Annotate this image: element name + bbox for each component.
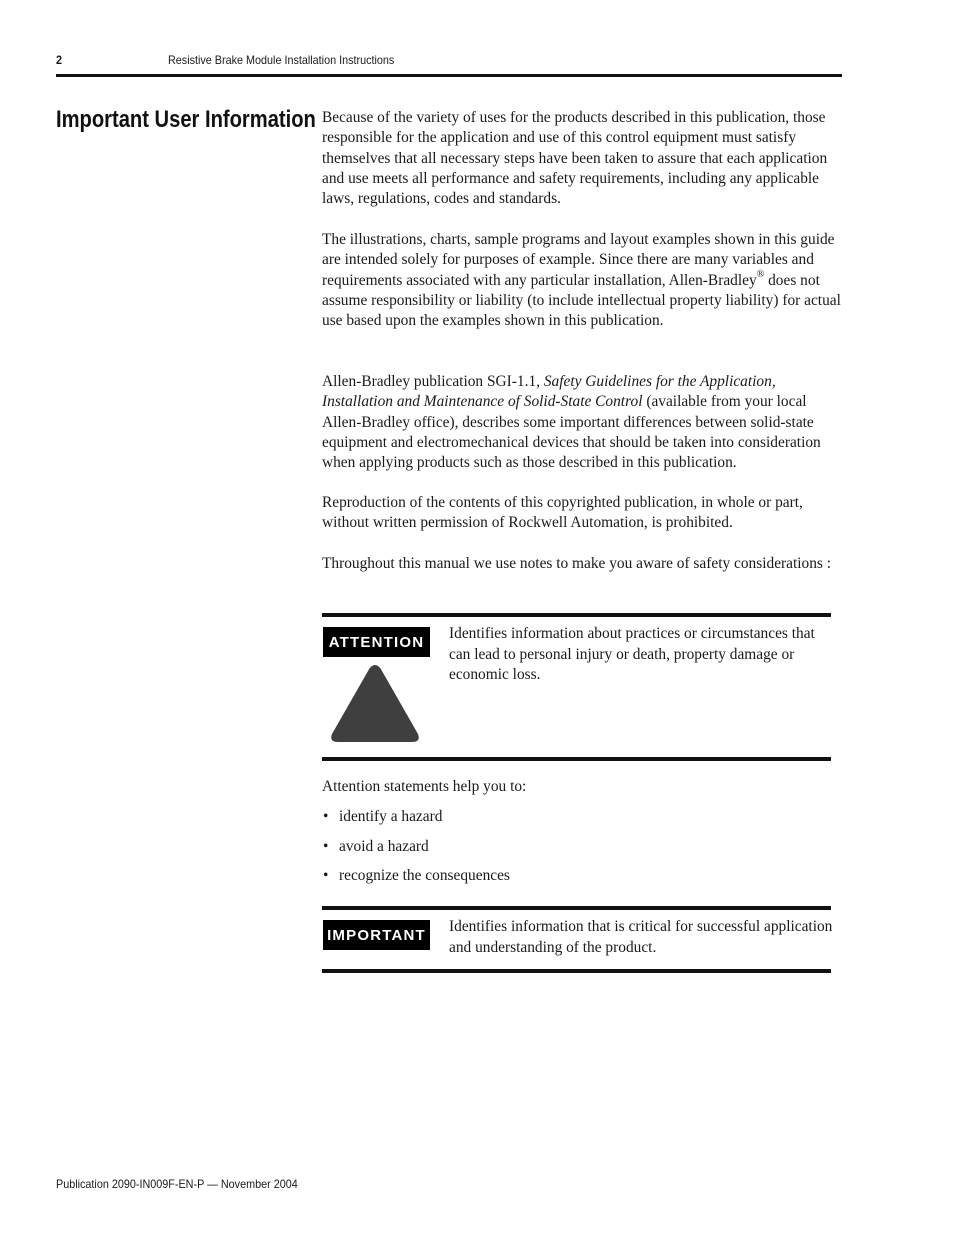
publication-title: Safety Guidelines for the Application, Installation and Maintenance of Solid-State Control <box>322 373 776 411</box>
paragraph-variety-of-uses <box>322 108 842 209</box>
attention-list-lead: Attention statements help you to: <box>322 778 527 795</box>
list-item-text: identify a hazard <box>339 808 443 825</box>
paragraph-copyright <box>322 493 842 534</box>
list-item <box>322 838 510 868</box>
list-item-text: recognize the consequences <box>339 867 510 885</box>
paragraph-text: Reproduction of the contents of this copyrighted publication, in whole or part, without written permission of Rockwell Automation, is prohibited. <box>322 494 803 532</box>
attention-bottom-rule <box>322 757 831 761</box>
bullet-icon: • <box>323 837 329 855</box>
important-bottom-rule <box>322 969 831 973</box>
important-top-rule <box>322 906 831 910</box>
important-text: Identifies information that is critical for successful application and understanding of the product. <box>449 918 833 956</box>
list-item-text: avoid a hazard <box>339 837 429 855</box>
paragraph-text: Allen-Bradley publication SGI-1.1, <box>322 373 544 390</box>
paragraph-sgi-publication <box>322 372 842 473</box>
attention-top-rule <box>322 613 831 617</box>
attention-label: ATTENTION <box>323 627 430 657</box>
warning-triangle-icon <box>330 662 420 744</box>
paragraph-text-cont: (available from your local Allen-Bradley office), describes some important differences between solid-state equipment and electromechanical devices that should be taken into consideration when applying products such as those described in this publication. <box>322 393 821 472</box>
paragraph-safety-notes <box>322 554 842 574</box>
section-heading: Important User Information <box>56 106 316 133</box>
paragraph-text-cont: does not assume responsibility or liability (to include intellectual property liability) for actual use based upon the examples shown in this publication. <box>322 271 841 330</box>
important-label: IMPORTANT <box>323 920 430 950</box>
paragraph-illustrations <box>322 230 842 331</box>
bullet-icon: • <box>323 867 329 885</box>
attention-list <box>322 808 510 897</box>
page-number: 2 <box>56 53 63 67</box>
registered-mark: ® <box>756 269 765 281</box>
header-rule <box>56 74 842 77</box>
paragraph-text: Throughout this manual we use notes to make you aware of safety considerations : <box>322 555 832 572</box>
running-header-title: Resistive Brake Module Installation Instructions <box>168 53 395 67</box>
list-item <box>322 808 510 838</box>
attention-text: Identifies information about practices or circumstances that can lead to personal injury or death, property damage or economic loss. <box>449 625 815 683</box>
bullet-icon: • <box>323 808 329 825</box>
paragraph-text: Because of the variety of uses for the products described in this publication, those responsible for the application and use of this control equipment must satisfy themselves that all necessary steps have been taken to assure that each application and use meets all performance and safety requirements, including any applicable laws, regulations, codes and standards. <box>322 109 828 208</box>
paragraph-text: The illustrations, charts, sample programs and layout examples shown in this guide are intended solely for purposes of example. Since there are many variables and requirements associated with any particular installation, Allen-Bradley <box>322 231 835 289</box>
list-item <box>322 867 510 897</box>
footer-publication: Publication 2090-IN009F-EN-P — November 2004 <box>56 1177 298 1191</box>
